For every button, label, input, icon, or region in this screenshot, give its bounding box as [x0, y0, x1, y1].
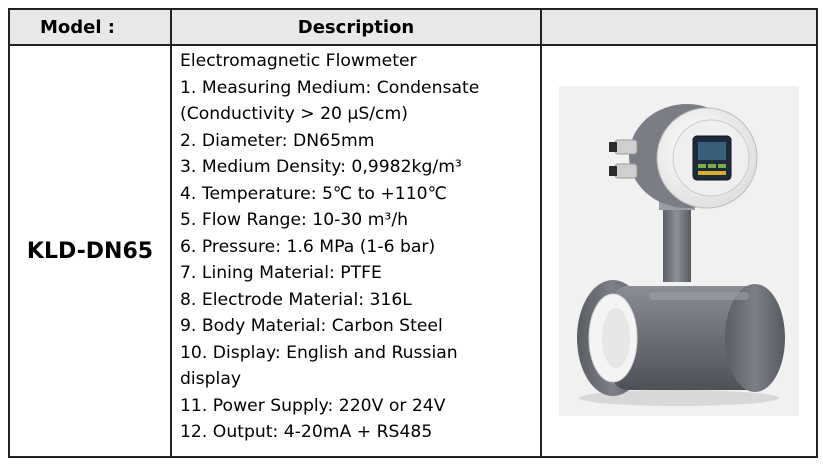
spec-line: (Conductivity > 20 μS/cm): [180, 104, 408, 124]
header-row: [9, 9, 817, 45]
spec-line: 11. Power Supply: 220V or 24V: [180, 395, 446, 416]
description-cell: [171, 45, 541, 457]
spec-line: 9. Body Material: Carbon Steel: [180, 316, 443, 336]
spec-line: 7. Lining Material: PTFE: [180, 263, 382, 283]
model-name: KLD-DN65: [9, 45, 171, 457]
header-image: [541, 9, 817, 45]
header-model: Model :: [9, 9, 171, 45]
spec-line: 3. Medium Density: 0,9982kg/m³: [180, 157, 462, 177]
spec-line: 4. Temperature: 5℃ to +110℃: [180, 183, 447, 204]
spec-line: display: [180, 369, 242, 389]
spec-line: 8. Electrode Material: 316L: [180, 289, 412, 310]
spec-line: 12. Output: 4-20mA + RS485: [180, 422, 433, 442]
spec-table: [8, 8, 818, 458]
flowmeter-photo: [559, 86, 799, 416]
description-title: Electromagnetic Flowmeter: [180, 51, 417, 71]
spec-line: 5. Flow Range: 10-30 m³/h: [180, 210, 409, 230]
spec-line: 6. Pressure: 1.6 MPa (1-6 bar): [180, 236, 436, 257]
header-description: Description: [171, 9, 541, 45]
spec-line: 1. Measuring Medium: Condensate: [180, 77, 480, 98]
product-row: [9, 45, 817, 457]
spec-line: 10. Display: English and Russian: [180, 342, 458, 363]
spec-line: 2. Diameter: DN65mm: [180, 130, 375, 151]
product-image-cell: [541, 45, 817, 457]
